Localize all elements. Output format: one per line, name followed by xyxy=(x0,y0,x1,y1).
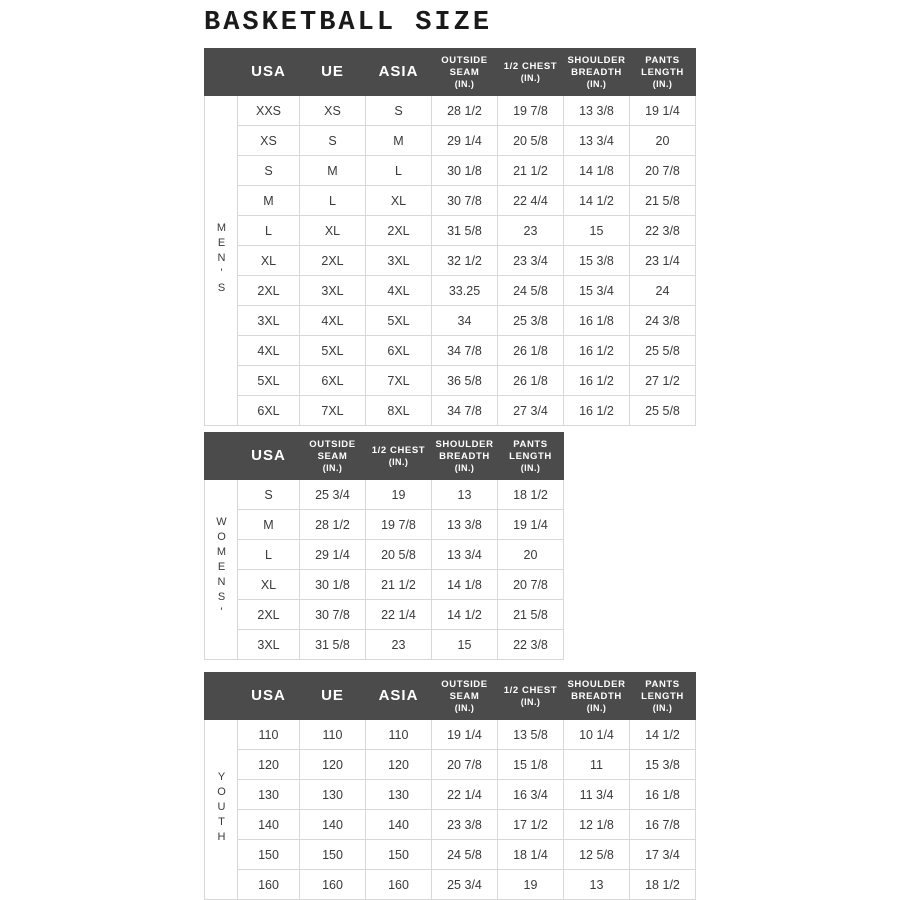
table-cell: 16 1/2 xyxy=(564,366,630,396)
table-cell: 6XL xyxy=(300,366,366,396)
table-cell: 26 1/8 xyxy=(498,336,564,366)
table-cell: 16 3/4 xyxy=(498,780,564,810)
table-cell: 14 1/2 xyxy=(630,720,696,750)
table-cell: 20 5/8 xyxy=(366,540,432,570)
table-cell: XL xyxy=(300,216,366,246)
column-header-text: ASIA xyxy=(378,687,419,705)
table-cell: 18 1/2 xyxy=(498,480,564,510)
mens-header-corner xyxy=(205,49,238,96)
column-header-text: SHOULDER BREADTH xyxy=(567,54,626,78)
table-cell: 140 xyxy=(366,810,432,840)
womens-column-header-4 xyxy=(498,433,564,480)
mens-table-body xyxy=(205,96,696,426)
table-cell: 2XL xyxy=(238,276,300,306)
table-cell: 34 7/8 xyxy=(432,336,498,366)
youth-column-header-3 xyxy=(432,673,498,720)
table-cell: 120 xyxy=(238,750,300,780)
column-header-unit: (IN.) xyxy=(520,462,541,473)
table-cell: 150 xyxy=(300,840,366,870)
table-cell: L xyxy=(300,186,366,216)
table-row xyxy=(205,216,696,246)
table-cell: 31 5/8 xyxy=(432,216,498,246)
table-cell: 18 1/4 xyxy=(498,840,564,870)
table-cell: 14 1/2 xyxy=(432,600,498,630)
column-header-text: 1/2 CHEST xyxy=(503,684,558,696)
column-header-text: SHOULDER BREADTH xyxy=(567,678,626,702)
womens-header-row xyxy=(205,433,564,480)
womens-table-header xyxy=(205,433,564,480)
table-cell: 19 xyxy=(366,480,432,510)
table-cell: S xyxy=(238,156,300,186)
table-cell: XS xyxy=(300,96,366,126)
table-cell: 16 1/8 xyxy=(630,780,696,810)
table-row xyxy=(205,306,696,336)
table-cell: 23 3/8 xyxy=(432,810,498,840)
table-cell: 20 xyxy=(630,126,696,156)
table-cell: 120 xyxy=(300,750,366,780)
table-cell: M xyxy=(238,510,300,540)
mens-size-table xyxy=(204,48,696,426)
table-row xyxy=(205,840,696,870)
table-cell: 22 3/8 xyxy=(498,630,564,660)
row-label-text: YOUTH xyxy=(215,770,228,846)
table-row xyxy=(205,480,564,510)
table-row xyxy=(205,366,696,396)
table-cell: 23 xyxy=(366,630,432,660)
table-row xyxy=(205,156,696,186)
column-header-unit: (IN.) xyxy=(652,78,673,89)
mens-header-row xyxy=(205,49,696,96)
table-cell: 15 1/8 xyxy=(498,750,564,780)
table-row xyxy=(205,510,564,540)
table-cell: 21 5/8 xyxy=(498,600,564,630)
table-cell: 16 1/8 xyxy=(564,306,630,336)
table-cell: M xyxy=(366,126,432,156)
table-cell: 30 1/8 xyxy=(432,156,498,186)
table-cell: 19 7/8 xyxy=(366,510,432,540)
table-cell: 12 1/8 xyxy=(564,810,630,840)
table-cell: 16 7/8 xyxy=(630,810,696,840)
mens-column-header-2 xyxy=(366,49,432,96)
table-cell: 130 xyxy=(238,780,300,810)
womens-row-label xyxy=(205,480,238,660)
table-cell: S xyxy=(366,96,432,126)
table-cell: M xyxy=(238,186,300,216)
table-cell: 24 5/8 xyxy=(432,840,498,870)
table-cell: 19 xyxy=(498,870,564,900)
table-cell: 24 3/8 xyxy=(630,306,696,336)
table-cell: 28 1/2 xyxy=(432,96,498,126)
table-cell: 6XL xyxy=(366,336,432,366)
table-cell: 21 1/2 xyxy=(498,156,564,186)
table-row xyxy=(205,396,696,426)
table-cell: 120 xyxy=(366,750,432,780)
womens-column-header-3 xyxy=(432,433,498,480)
column-header-unit: (IN.) xyxy=(586,702,607,713)
mens-column-header-6 xyxy=(630,49,696,96)
row-label-text: MEN'S xyxy=(215,221,228,297)
table-cell: 160 xyxy=(238,870,300,900)
table-cell: 17 3/4 xyxy=(630,840,696,870)
column-header-unit: (IN.) xyxy=(454,462,475,473)
table-row xyxy=(205,600,564,630)
table-row xyxy=(205,780,696,810)
table-cell: 20 7/8 xyxy=(498,570,564,600)
table-cell: 18 1/2 xyxy=(630,870,696,900)
table-row xyxy=(205,336,696,366)
column-header-text: PANTS LENGTH xyxy=(641,678,684,702)
womens-size-table xyxy=(204,432,564,660)
column-header-unit: (IN.) xyxy=(454,702,475,713)
table-cell: 22 1/4 xyxy=(432,780,498,810)
youth-size-table xyxy=(204,672,696,900)
table-row xyxy=(205,870,696,900)
table-cell: 30 1/8 xyxy=(300,570,366,600)
youth-column-header-0 xyxy=(238,673,300,720)
table-cell: 14 1/8 xyxy=(564,156,630,186)
table-cell: 150 xyxy=(366,840,432,870)
table-cell: 34 7/8 xyxy=(432,396,498,426)
column-header-text: USA xyxy=(251,687,286,705)
column-header-text: ASIA xyxy=(378,63,419,81)
youth-header-corner xyxy=(205,673,238,720)
table-cell: 24 5/8 xyxy=(498,276,564,306)
table-cell: 36 5/8 xyxy=(432,366,498,396)
table-cell: 13 xyxy=(564,870,630,900)
table-cell: 29 1/4 xyxy=(300,540,366,570)
table-cell: 11 xyxy=(564,750,630,780)
youth-column-header-4 xyxy=(498,673,564,720)
table-cell: 25 5/8 xyxy=(630,396,696,426)
table-cell: 2XL xyxy=(366,216,432,246)
table-cell: 13 3/8 xyxy=(432,510,498,540)
table-cell: 19 7/8 xyxy=(498,96,564,126)
table-row xyxy=(205,126,696,156)
table-cell: XS xyxy=(238,126,300,156)
table-cell: 13 xyxy=(432,480,498,510)
mens-column-header-0 xyxy=(238,49,300,96)
table-cell: 130 xyxy=(300,780,366,810)
table-cell: 21 1/2 xyxy=(366,570,432,600)
table-cell: L xyxy=(238,216,300,246)
table-cell: 22 3/8 xyxy=(630,216,696,246)
mens-column-header-5 xyxy=(564,49,630,96)
table-cell: 3XL xyxy=(238,630,300,660)
table-cell: 140 xyxy=(238,810,300,840)
row-label-text: WOMENS' xyxy=(215,515,228,621)
table-cell: 22 1/4 xyxy=(366,600,432,630)
table-cell: 30 7/8 xyxy=(432,186,498,216)
column-header-text: SHOULDER BREADTH xyxy=(435,438,494,462)
table-cell: 23 1/4 xyxy=(630,246,696,276)
mens-row-label xyxy=(205,96,238,426)
table-cell: 4XL xyxy=(238,336,300,366)
mens-column-header-3 xyxy=(432,49,498,96)
table-cell: 33.25 xyxy=(432,276,498,306)
table-cell: 14 1/8 xyxy=(432,570,498,600)
table-cell: 16 1/2 xyxy=(564,336,630,366)
table-cell: 27 3/4 xyxy=(498,396,564,426)
youth-table-body xyxy=(205,720,696,900)
table-cell: 19 1/4 xyxy=(498,510,564,540)
youth-column-header-1 xyxy=(300,673,366,720)
table-cell: 160 xyxy=(300,870,366,900)
table-cell: 23 xyxy=(498,216,564,246)
table-cell: XXS xyxy=(238,96,300,126)
table-cell: 22 4/4 xyxy=(498,186,564,216)
table-row xyxy=(205,276,696,306)
table-cell: 31 5/8 xyxy=(300,630,366,660)
table-cell: 24 xyxy=(630,276,696,306)
table-row xyxy=(205,96,696,126)
table-cell: 15 3/8 xyxy=(630,750,696,780)
table-cell: 7XL xyxy=(300,396,366,426)
table-cell: XL xyxy=(238,246,300,276)
column-header-text: UE xyxy=(321,63,344,81)
column-header-unit: (IN.) xyxy=(388,456,409,467)
table-row xyxy=(205,186,696,216)
mens-column-header-1 xyxy=(300,49,366,96)
youth-column-header-6 xyxy=(630,673,696,720)
table-cell: 20 5/8 xyxy=(498,126,564,156)
table-cell: 26 1/8 xyxy=(498,366,564,396)
table-cell: 17 1/2 xyxy=(498,810,564,840)
column-header-text: OUTSIDE SEAM xyxy=(441,54,488,78)
table-cell: 13 5/8 xyxy=(498,720,564,750)
table-cell: 3XL xyxy=(300,276,366,306)
table-row xyxy=(205,570,564,600)
table-cell: 160 xyxy=(366,870,432,900)
table-cell: 15 3/8 xyxy=(564,246,630,276)
column-header-unit: (IN.) xyxy=(322,462,343,473)
table-cell: 20 xyxy=(498,540,564,570)
womens-header-corner xyxy=(205,433,238,480)
table-cell: 10 1/4 xyxy=(564,720,630,750)
table-cell: 5XL xyxy=(238,366,300,396)
mens-table-header xyxy=(205,49,696,96)
table-cell: 20 7/8 xyxy=(432,750,498,780)
table-row xyxy=(205,540,564,570)
table-cell: 3XL xyxy=(238,306,300,336)
youth-column-header-5 xyxy=(564,673,630,720)
table-cell: 14 1/2 xyxy=(564,186,630,216)
table-cell: 3XL xyxy=(366,246,432,276)
column-header-text: PANTS LENGTH xyxy=(509,438,552,462)
table-cell: 110 xyxy=(366,720,432,750)
column-header-text: USA xyxy=(251,63,286,81)
column-header-unit: (IN.) xyxy=(454,78,475,89)
table-cell: 27 1/2 xyxy=(630,366,696,396)
table-cell: 4XL xyxy=(366,276,432,306)
table-cell: L xyxy=(366,156,432,186)
youth-row-label xyxy=(205,720,238,900)
table-row xyxy=(205,246,696,276)
table-cell: 25 3/4 xyxy=(432,870,498,900)
table-cell: 2XL xyxy=(238,600,300,630)
table-cell: 11 3/4 xyxy=(564,780,630,810)
table-cell: 13 3/8 xyxy=(564,96,630,126)
table-cell: 140 xyxy=(300,810,366,840)
womens-column-header-1 xyxy=(300,433,366,480)
column-header-unit: (IN.) xyxy=(586,78,607,89)
table-cell: S xyxy=(238,480,300,510)
table-cell: 12 5/8 xyxy=(564,840,630,870)
table-cell: 25 5/8 xyxy=(630,336,696,366)
table-cell: M xyxy=(300,156,366,186)
column-header-unit: (IN.) xyxy=(520,696,541,707)
table-cell: 150 xyxy=(238,840,300,870)
table-cell: 25 3/8 xyxy=(498,306,564,336)
table-cell: XL xyxy=(366,186,432,216)
youth-header-row xyxy=(205,673,696,720)
column-header-unit: (IN.) xyxy=(652,702,673,713)
column-header-unit: (IN.) xyxy=(520,72,541,83)
table-cell: 21 5/8 xyxy=(630,186,696,216)
table-cell: 19 1/4 xyxy=(630,96,696,126)
table-cell: 29 1/4 xyxy=(432,126,498,156)
table-cell: L xyxy=(238,540,300,570)
column-header-text: PANTS LENGTH xyxy=(641,54,684,78)
table-cell: 25 3/4 xyxy=(300,480,366,510)
table-cell: XL xyxy=(238,570,300,600)
table-cell: 13 3/4 xyxy=(564,126,630,156)
table-cell: 8XL xyxy=(366,396,432,426)
table-cell: 2XL xyxy=(300,246,366,276)
column-header-text: OUTSIDE SEAM xyxy=(309,438,356,462)
table-cell: 6XL xyxy=(238,396,300,426)
table-cell: 20 7/8 xyxy=(630,156,696,186)
womens-column-header-2 xyxy=(366,433,432,480)
youth-column-header-2 xyxy=(366,673,432,720)
table-cell: 110 xyxy=(300,720,366,750)
table-cell: 13 3/4 xyxy=(432,540,498,570)
table-cell: 16 1/2 xyxy=(564,396,630,426)
table-cell: 19 1/4 xyxy=(432,720,498,750)
table-cell: 110 xyxy=(238,720,300,750)
table-row xyxy=(205,750,696,780)
table-cell: 5XL xyxy=(366,306,432,336)
table-cell: S xyxy=(300,126,366,156)
table-cell: 32 1/2 xyxy=(432,246,498,276)
youth-table-header xyxy=(205,673,696,720)
table-row xyxy=(205,810,696,840)
table-row xyxy=(205,630,564,660)
table-cell: 5XL xyxy=(300,336,366,366)
column-header-text: 1/2 CHEST xyxy=(503,60,558,72)
column-header-text: USA xyxy=(251,447,286,465)
table-cell: 34 xyxy=(432,306,498,336)
table-cell: 15 xyxy=(432,630,498,660)
page-title: BASKETBALL SIZE xyxy=(204,8,493,38)
table-cell: 4XL xyxy=(300,306,366,336)
column-header-text: UE xyxy=(321,687,344,705)
table-cell: 130 xyxy=(366,780,432,810)
column-header-text: 1/2 CHEST xyxy=(371,444,426,456)
table-cell: 15 xyxy=(564,216,630,246)
table-cell: 30 7/8 xyxy=(300,600,366,630)
womens-table-body xyxy=(205,480,564,660)
table-cell: 7XL xyxy=(366,366,432,396)
table-cell: 23 3/4 xyxy=(498,246,564,276)
womens-column-header-0 xyxy=(238,433,300,480)
table-row xyxy=(205,720,696,750)
table-cell: 28 1/2 xyxy=(300,510,366,540)
column-header-text: OUTSIDE SEAM xyxy=(441,678,488,702)
table-cell: 15 3/4 xyxy=(564,276,630,306)
mens-column-header-4 xyxy=(498,49,564,96)
